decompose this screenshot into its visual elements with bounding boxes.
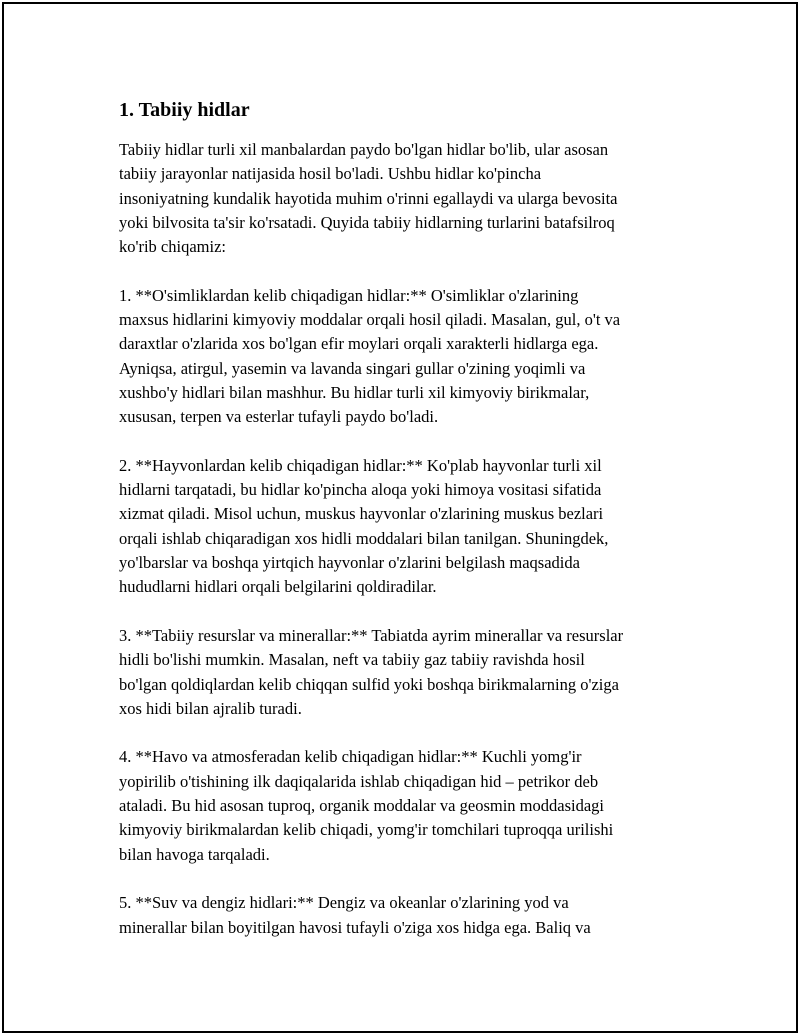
text-line: yopirilib o'tishining ilk daqiqalarida ishlab chiqadigan hid – petrikor deb: [119, 771, 599, 791]
text-line: hidlarni tarqatadi, bu hidlar ko'pincha aloqa yoki himoya vositasi sifatida: [119, 480, 602, 500]
text-line: tabiiy jarayonlar natijasida hosil bo'ladi. Ushbu hidlar ko'pincha: [119, 164, 542, 184]
paragraph-item-2: [119, 454, 699, 600]
text-line: yoki bilvosita ta'sir ko'rsatadi. Quyida tabiiy hidlarning turlarini batafsilroq: [119, 212, 615, 232]
text-line: xususan, terpen va esterlar tufayli paydo bo'ladi.: [119, 407, 439, 427]
paragraph-item-4: [119, 745, 699, 866]
text-line: xushbo'y hidlari bilan mashhur. Bu hidlar turli xil kimyoviy birikmalar,: [119, 382, 590, 402]
text-line: maxsus hidlarini kimyoviy moddalar orqali hosil qiladi. Masalan, gul, o't va: [119, 310, 621, 330]
text-line: daraxtlar o'zlarida xos bo'lgan efir moylari orqali xarakterli hidlarga ega.: [119, 334, 599, 354]
text-line: bo'lgan qoldiqlardan kelib chiqqan sulfid yoki boshqa birikmalarning o'ziga: [119, 674, 619, 694]
text-line: insoniyatning kundalik hayotida muhim o'rinni egallaydi va ularga bevosita: [119, 188, 618, 208]
text-line: 2. **Hayvonlardan kelib chiqadigan hidlar:** Ko'plab hayvonlar turli xil: [119, 455, 602, 475]
text-line: hidli bo'lishi mumkin. Masalan, neft va tabiiy gaz tabiiy ravishda hosil: [119, 650, 585, 670]
text-line: orqali ishlab chiqaradigan xos hidli moddalari bilan tanilgan. Shuningdek,: [119, 528, 609, 548]
paragraph-item-1: [119, 284, 699, 430]
paragraph-item-3: [119, 624, 699, 721]
text-line: minerallar bilan boyitilgan havosi tufayli o'ziga xos hidga ega. Baliq va: [119, 917, 591, 937]
text-line: 4. **Havo va atmosferadan kelib chiqadigan hidlar:** Kuchli yomg'ir: [119, 747, 582, 767]
text-line: xizmat qiladi. Misol uchun, muskus hayvonlar o'zlarining muskus bezlari: [119, 504, 604, 524]
paragraph-intro: [119, 138, 699, 259]
paragraph-item-5: [119, 891, 699, 940]
text-line: xos hidi bilan ajralib turadi.: [119, 698, 302, 718]
text-line: 1. **O'simliklardan kelib chiqadigan hidlar:** O'simliklar o'zlarining: [119, 285, 579, 305]
text-line: 3. **Tabiiy resurslar va minerallar:** Tabiatda ayrim minerallar va resurslar: [119, 625, 624, 645]
text-line: yo'lbarslar va boshqa yirtqich hayvonlar o'zlarini belgilash maqsadida: [119, 553, 580, 573]
text-line: kimyoviy birikmalardan kelib chiqadi, yomg'ir tomchilari tuproqqa urilishi: [119, 820, 614, 840]
text-line: Tabiiy hidlar turli xil manbalardan paydo bo'lgan hidlar bo'lib, ular asosan: [119, 140, 609, 159]
text-line: ko'rib chiqamiz:: [119, 237, 226, 257]
text-line: 5. **Suv va dengiz hidlari:** Dengiz va okeanlar o'zlarining yod va: [119, 893, 569, 913]
text-line: ataladi. Bu hid asosan tuproq, organik moddalar va geosmin moddasidagi: [119, 796, 604, 816]
text-line: Ayniqsa, atirgul, yasemin va lavanda singari gullar o'zining yoqimli va: [119, 358, 586, 378]
document-page: [2, 2, 798, 1033]
text-line: bilan havoga tarqaladi.: [119, 844, 270, 864]
document-content: [119, 96, 699, 964]
section-heading: 1. Tabiiy hidlar: [119, 99, 250, 121]
text-line: hududlarni hidlari orqali belgilarini qoldiradilar.: [119, 577, 437, 597]
